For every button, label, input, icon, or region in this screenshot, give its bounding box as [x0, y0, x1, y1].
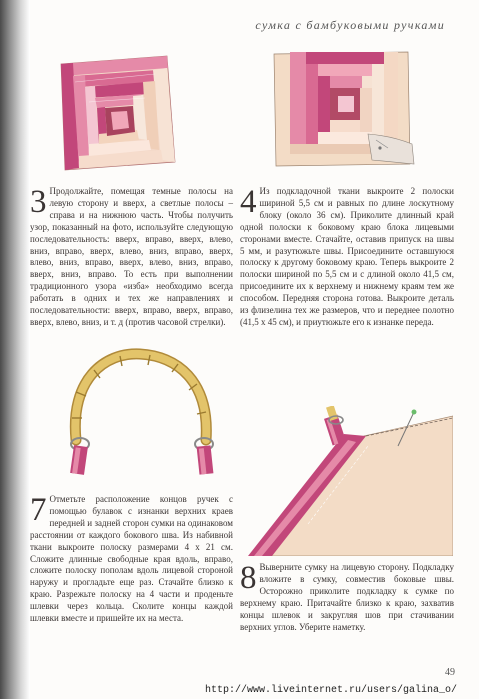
book-spine-shadow [0, 0, 30, 699]
step-number: 8 [240, 560, 257, 596]
page-number: 49 [445, 667, 455, 678]
log-cabin-block-illustration [55, 52, 180, 174]
step-text: Из подкладочной ткани выкроите 2 полоски шириной 5,5 см и равных по длине лоскутному блоку (около 36 см). Приколите длинный край одной полоски к боковому краю блока лицевыми сторонами вместе. Стачайте, оставив припуск на швы 5 мм, и разутюжьте швы. Присоедините оставшуюся полоску к другому боковому краю. Теперь выкроите 2 полоски шириной по 5,5 см и с длиной около 41,5 см, присоедините их к верхнему и нижнему краям тем же способом. Передняя сторона готова. Выкроите деталь из флизелина тех же размеров, что и переднее полотно (41,5 х 45 см), и приутюжьте его к изнанке переда. [240, 186, 454, 327]
bag-edge-stitching-illustration [248, 406, 453, 556]
step-number: 4 [240, 184, 257, 220]
step-3 [30, 186, 233, 329]
step-text: Выверните сумку на лицевую сторону. Подкладку вложите в сумку, совместив боковые швы. Осторожно приколите подкладку к сумке по верхнему краю. Притачайте близко к краю, захватив концы шлевок и закругляя шов при стачивании верхних углов. Уберите наметку. [240, 562, 454, 632]
lining-strip-illustration [272, 36, 422, 176]
step-number: 7 [30, 492, 47, 528]
step-text: Отметьте расположение концов ручек с помощью булавок с изнанки верхних краев передней и задней сторон сумки на одинаковом расстоянии от каждого бокового шва. Из набивной ткани выкроите полоску размерами 4 х 21 см. Сложите длинные свободные края вдоль, вправо, сложите полоску пополам вдоль лицевой стороной наружу и прогладьте еще раз. Стачайте близко к краю. Разрежьте полоску на 4 части и проденьте шлевки через кольца. Сколите концы каждой шлевки вместе и пришейте их на места. [30, 494, 233, 624]
source-url-watermark: http://www.liveinternet.ru/users/galina_o/ [205, 685, 458, 696]
step-7 [30, 494, 233, 625]
bamboo-handle-illustration [44, 340, 234, 490]
step-number: 3 [30, 184, 47, 220]
step-4 [240, 186, 454, 329]
page-header: сумка с бамбуковыми ручками [255, 18, 445, 32]
step-8 [240, 562, 454, 633]
book-page [30, 0, 479, 699]
step-text: Продолжайте, помещая темные полосы на левую сторону и вверх, а светлые полосы – справа и на нижнюю часть. Чтобы получить узор, показанный на фото, используйте следующую последовательность: вверх, вправо, вверх, влево, вниз, вправо, вверх, влево, вниз, вправо, вверх, влево, вниз, вправо, вверх, влево, вниз, вправо, вверх, вниз, вправо. То есть при выполнении традиционного узора «изба» необходимо всегда работать в одних и тех же направлениях и последовательности: вверх, вправо, вверх, вправо, вверх, влево, вниз, и т. д (против часовой стрелки). [30, 186, 233, 327]
